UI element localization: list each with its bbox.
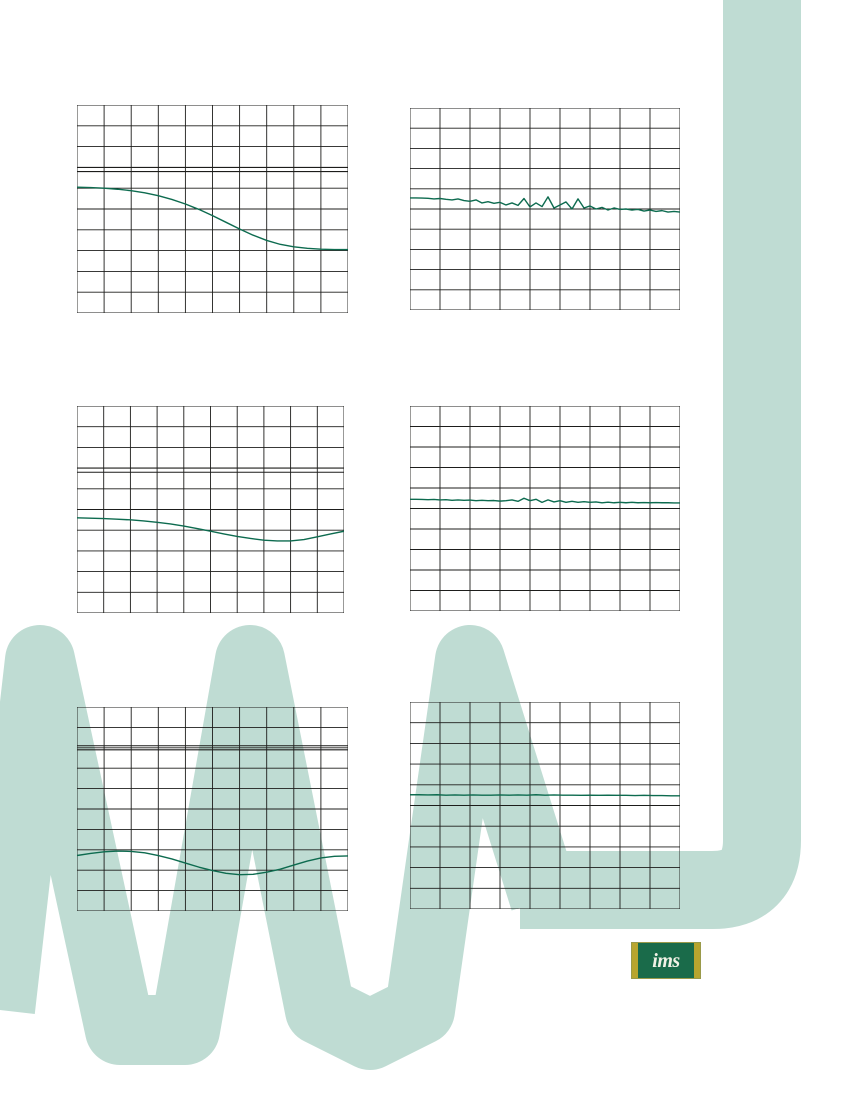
logo-inner xyxy=(632,943,700,978)
chart-bottom-right xyxy=(410,702,680,909)
chart-panel-bottom-left xyxy=(77,707,348,911)
chart-panel-top-left xyxy=(77,105,348,313)
logo-text: ims xyxy=(652,949,680,972)
chart-trace xyxy=(410,795,680,796)
chart-panel-top-right xyxy=(410,108,680,310)
chart-mid-left xyxy=(77,406,344,613)
chart-top-right xyxy=(410,108,680,310)
chart-panel-mid-left xyxy=(77,406,344,613)
chart-panel-mid-right xyxy=(410,406,680,611)
chart-bottom-left xyxy=(77,707,348,911)
chart-mid-right xyxy=(410,406,680,611)
ims-logo xyxy=(631,942,701,979)
chart-top-left xyxy=(77,105,348,313)
chart-panel-bottom-right xyxy=(410,702,680,909)
